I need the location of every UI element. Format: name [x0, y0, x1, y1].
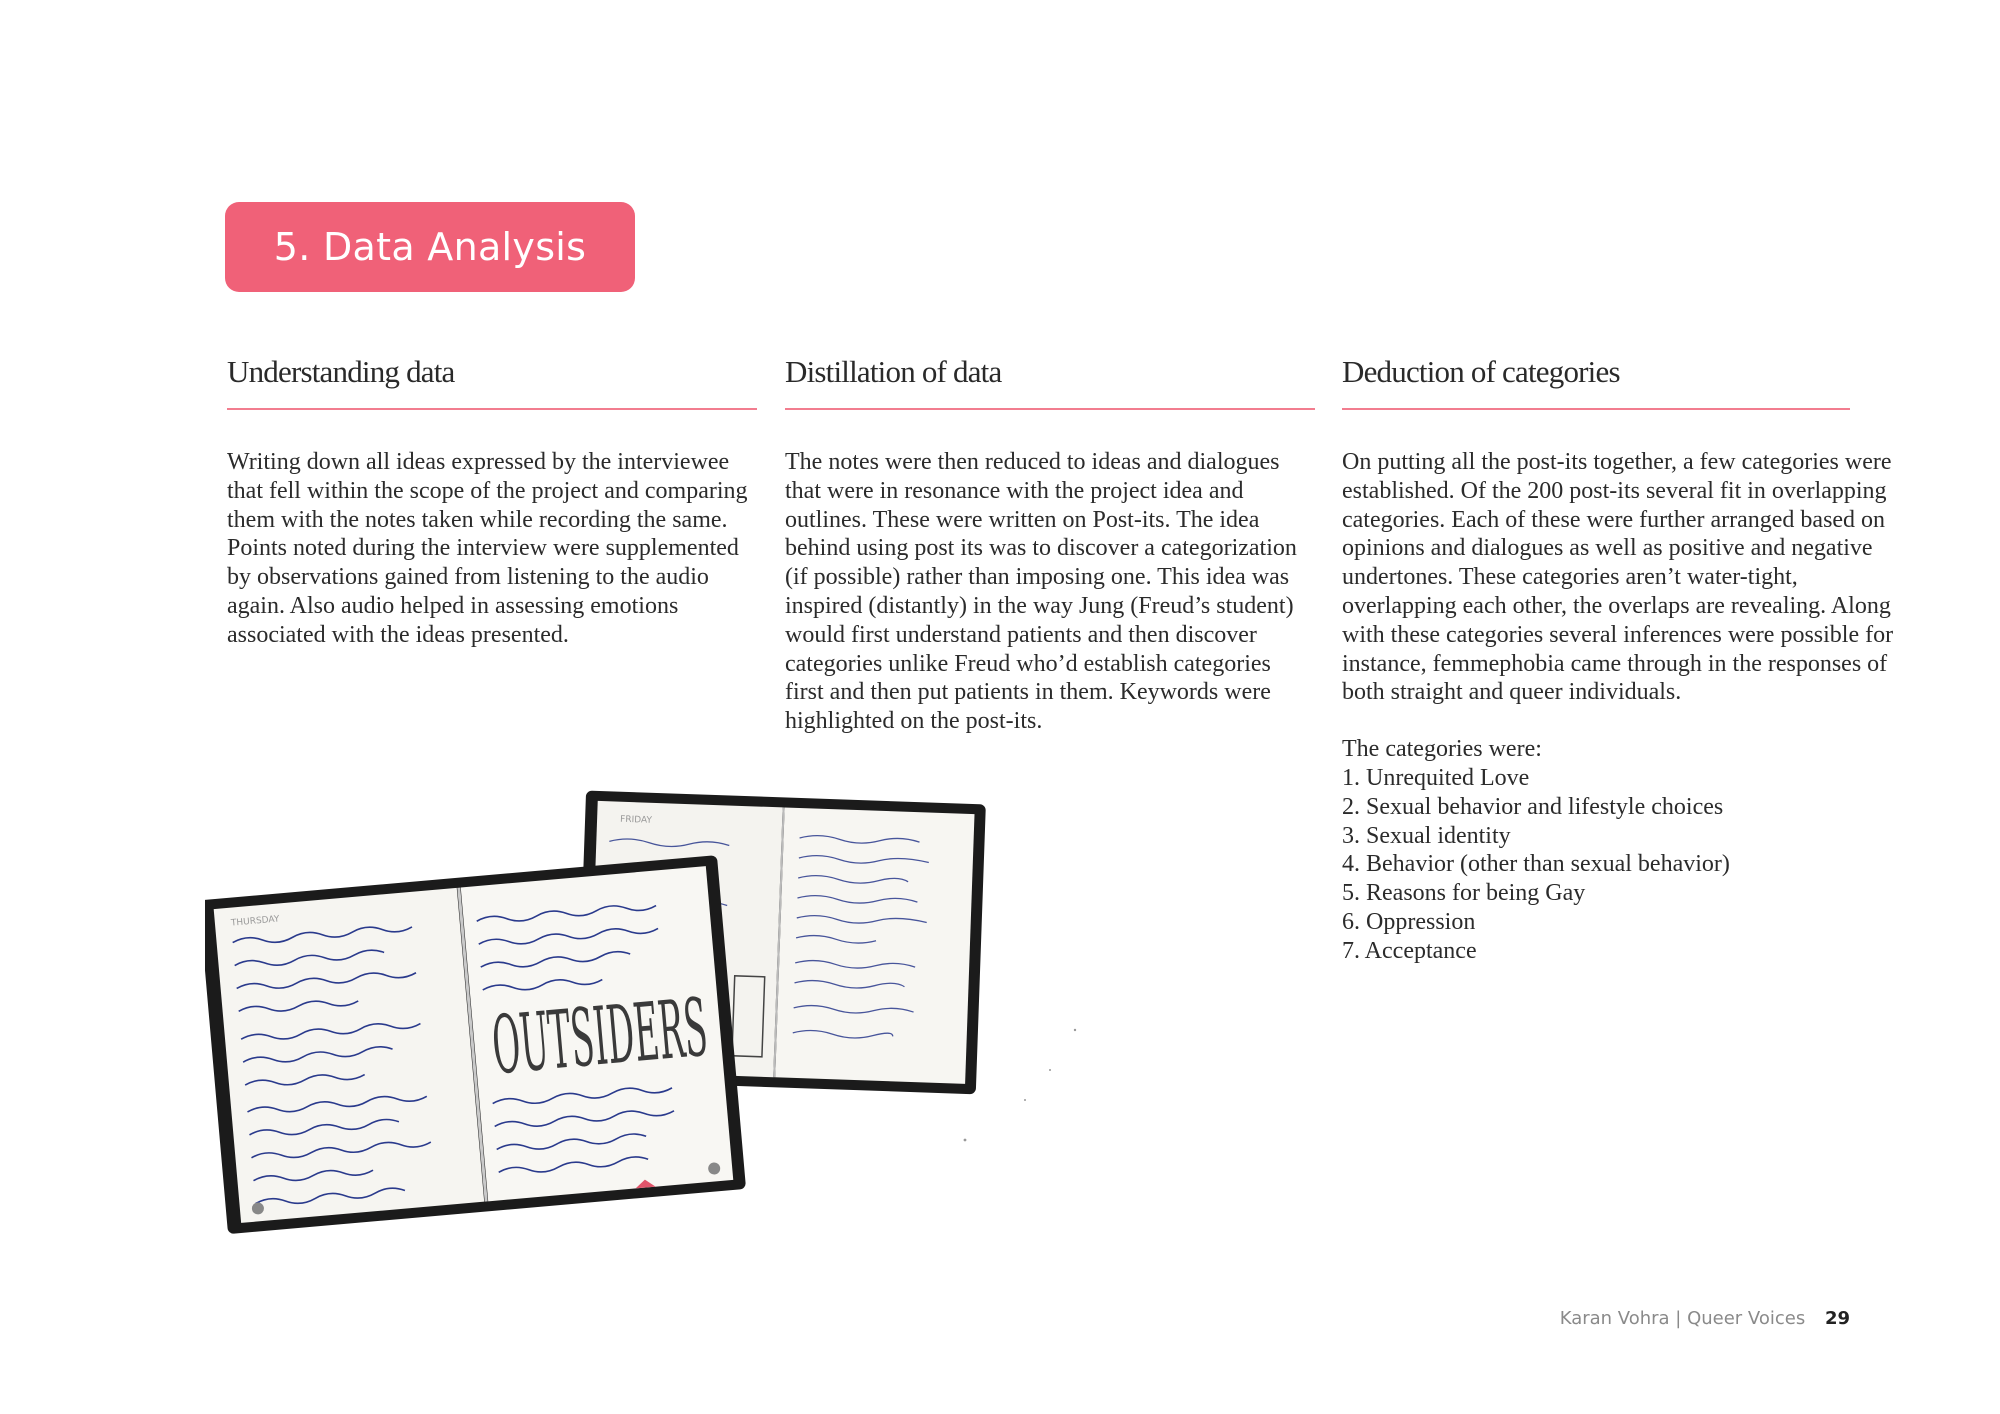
notebook-photo	[205, 780, 1085, 1250]
column-heading: Deduction of categories	[1342, 354, 1620, 389]
diary-day-label: THURSDAY	[230, 914, 280, 929]
category-item: 5. Reasons for being Gay	[1342, 880, 1586, 907]
column-heading: Distillation of data	[785, 354, 1002, 389]
heading-divider	[227, 408, 757, 410]
front-notebook	[205, 855, 815, 1234]
category-item: 2. Sexual behavior and lifestyle choices	[1342, 793, 1724, 820]
author-series: Karan Vohra | Queer Voices	[1559, 1308, 1806, 1329]
page-footer	[1560, 1308, 1850, 1329]
category-item: 6. Oppression	[1342, 908, 1476, 935]
category-item: 1. Unrequited Love	[1342, 764, 1530, 791]
categories-block	[1342, 735, 1852, 965]
cover-word-outsiders: OUTSIDERS	[488, 971, 815, 1093]
column-understanding-data	[227, 352, 757, 650]
category-item: 4. Behavior (other than sexual behavior)	[1342, 851, 1730, 878]
diary-day-label: FRIDAY	[619, 814, 653, 826]
category-item: 3. Sexual identity	[1342, 822, 1511, 849]
categories-list	[1342, 764, 1852, 966]
categories-intro: The categories were:	[1342, 736, 1542, 763]
notebook-illustration	[205, 780, 1085, 1250]
column-deduction-of-categories	[1342, 352, 1894, 966]
category-item: 7. Acceptance	[1342, 937, 1477, 964]
heading-divider	[785, 408, 1315, 410]
column-body: Writing down all ideas expressed by the interviewee that fell within the scope of the project and comparing them with the notes taken while recording the same. Points noted during the interview were supplemented by observations gained from listening to the audio again. Also audio helped in assessing emotions associated with the ideas presented.	[227, 449, 748, 648]
column-heading: Understanding data	[227, 354, 455, 389]
column-distillation-of-data	[785, 352, 1315, 736]
section-title: 5. Data Analysis	[273, 225, 587, 269]
column-body: On putting all the post-its together, a few categories were established. Of the 200 post-its several fit in overlapping categories. Each of these were further arranged based on opinions and dialogues as well as positive and negative undertones. These categories aren’t water-tight, overlapping each other, the overlaps are revealing. Along with these categories several inferences were possible for instance, femmephobia came through in the responses of both straight and queer individuals.	[1342, 449, 1894, 706]
heading-divider	[1342, 408, 1850, 410]
page-number: 29	[1824, 1308, 1850, 1329]
column-body: The notes were then reduced to ideas and dialogues that were in resonance with the project idea and outlines. These were written on Post-its. The idea behind using post its was to discover a categorization (if possible) rather than imposing one. This idea was inspired (distantly) in the way Jung (Freud’s student) would first understand patients and then discover categories unlike Freud who’d establish categories first and then put patients in them. Keywords were highlighted on the post-its.	[785, 449, 1297, 735]
section-title-badge	[225, 202, 635, 292]
